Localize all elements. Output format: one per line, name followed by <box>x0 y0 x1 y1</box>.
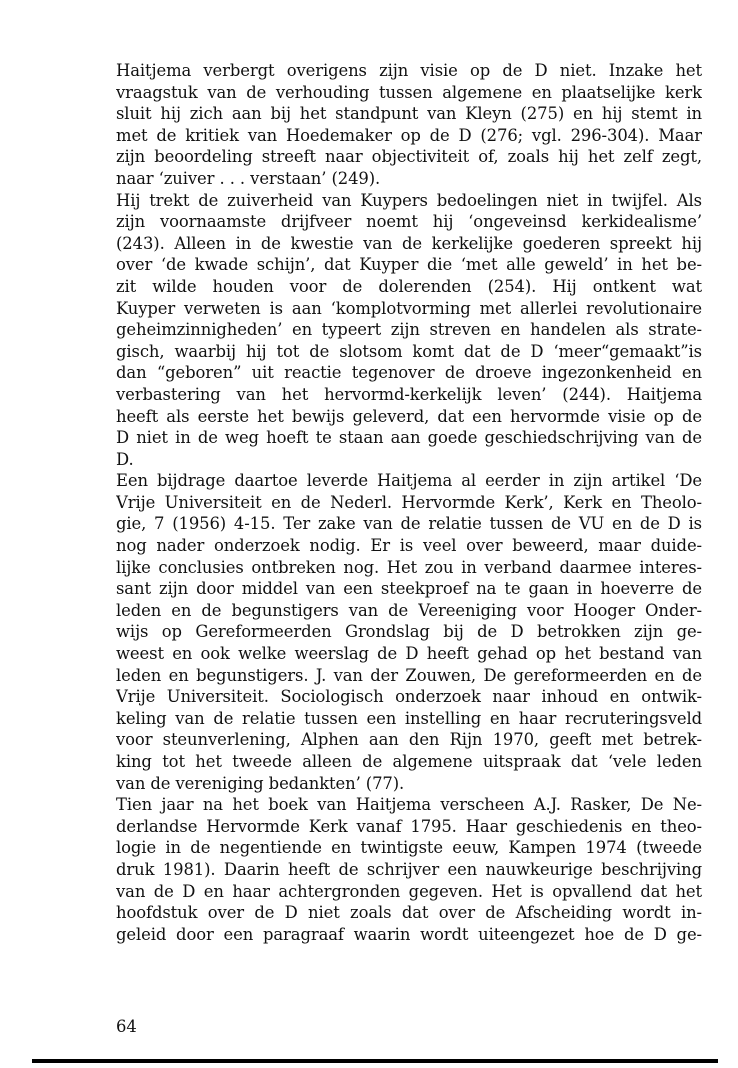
text-line: hoofdstuk over de D niet zoals dat over de Afscheiding wordt in- <box>116 903 702 923</box>
text-line: (243). Alleen in de kwestie van de kerkelijke goederen spreekt hij <box>116 233 702 253</box>
text-line: voor steunverlening, Alphen aan den Rijn 1970, geeft met betrek- <box>116 730 702 750</box>
text-line: zijn voornaamste drijfveer noemt hij ‘ongeveinsd kerkidealisme’ <box>116 212 702 232</box>
text-line: weest en ook welke weerslag de D heeft gehad op het bestand van <box>116 644 702 664</box>
text-line: van de D en haar achtergronden gegeven. Het is opvallend dat het <box>116 881 702 901</box>
text-line: leden en begunstigers. J. van der Zouwen, De gereformeerden en de <box>116 665 702 685</box>
paragraph <box>116 190 702 471</box>
text-line: Haitjema verbergt overigens zijn visie op de D niet. Inzake het <box>116 61 702 80</box>
text-line: gisch, waarbij hij tot de slotsom komt dat de D ‘meer“gemaakt”is <box>116 341 702 361</box>
text-line: geheimzinnigheden’ en typeert zijn streven en handelen als strate- <box>116 320 702 340</box>
text-line: zit wilde houden voor de dolerenden (254). Hij ontkent wat <box>116 276 702 296</box>
paragraph <box>116 60 702 190</box>
text-line: Vrije Universiteit. Sociologisch onderzoek naar inhoud en ontwik- <box>116 687 702 707</box>
text-line: verbastering van het hervormd-kerkelijk leven’ (244). Haitjema <box>116 384 702 404</box>
bottom-rule <box>32 1059 718 1063</box>
text-line: nog nader onderzoek nodig. Er is veel over beweerd, maar duide- <box>116 536 702 556</box>
text-line: zijn beoordeling streeft naar objectiviteit of, zoals hij het zelf zegt, <box>116 147 702 167</box>
text-line: king tot het tweede alleen de algemene uitspraak dat ‘vele leden <box>116 752 702 771</box>
text-line: dan “geboren” uit reactie tegenover de droeve ingezonkenheid en <box>116 363 702 383</box>
text-line: D niet in de weg hoeft te staan aan goede geschiedschrijving van de <box>116 428 702 448</box>
page-number: 64 <box>116 1017 137 1036</box>
text-line: van de vereniging bedankten’ (77). <box>116 773 405 793</box>
text-line: sant zijn door middel van een steekproef na te gaan in hoeverre de <box>116 579 702 599</box>
text-line: gie, 7 (1956) 4-15. Ter zake van de relatie tussen de VU en de D is <box>116 514 702 534</box>
text-line: D. <box>116 449 134 469</box>
text-line: Tien jaar na het boek van Haitjema verscheen A.J. Rasker, De Ne- <box>116 795 702 815</box>
text-line: leden en de begunstigers van de Vereeniging voor Hooger Onder- <box>116 600 702 620</box>
body-text <box>116 60 702 945</box>
text-line: wijs op Gereformeerden Grondslag bij de D betrokken zijn ge- <box>116 622 702 642</box>
text-line: logie in de negentiende en twintigste eeuw, Kampen 1974 (tweede <box>116 838 702 858</box>
text-line: geleid door een paragraaf waarin wordt uiteengezet hoe de D ge- <box>116 924 702 944</box>
text-line: keling van de relatie tussen een instelling en haar recruteringsveld <box>116 708 702 728</box>
paragraph <box>116 794 702 945</box>
text-line: Vrije Universiteit en de Nederl. Hervormde Kerk’, Kerk en Theolo- <box>116 492 702 512</box>
text-line: Een bijdrage daartoe leverde Haitjema al eerder in zijn artikel ‘De <box>116 471 702 491</box>
text-line: derlandse Hervormde Kerk vanaf 1795. Haar geschiedenis en theo- <box>116 816 702 836</box>
text-line: Hij trekt de zuiverheid van Kuypers bedoelingen niet in twijfel. Als <box>116 190 702 210</box>
text-line: Kuyper verweten is aan ‘komplotvorming met allerlei revolutionaire <box>116 298 702 318</box>
text-line: met de kritiek van Hoedemaker op de D (276; vgl. 296-304). Maar <box>116 125 702 145</box>
text-line: heeft als eerste het bewijs geleverd, dat een hervormde visie op de <box>116 406 702 426</box>
text-line: lijke conclusies ontbreken nog. Het zou in verband daarmee interes- <box>116 557 702 577</box>
text-line: over ‘de kwade schijn’, dat Kuyper die ‘met alle geweld’ in het be- <box>116 255 702 275</box>
paragraph <box>116 470 702 794</box>
text-line: naar ‘zuiver . . . verstaan’ (249). <box>116 168 381 188</box>
text-line: sluit hij zich aan bij het standpunt van Kleyn (275) en hij stemt in <box>116 104 702 124</box>
text-line: druk 1981). Daarin heeft de schrijver een nauwkeurige beschrijving <box>116 859 702 879</box>
text-line: vraagstuk van de verhouding tussen algemene en plaatselijke kerk <box>116 82 702 102</box>
